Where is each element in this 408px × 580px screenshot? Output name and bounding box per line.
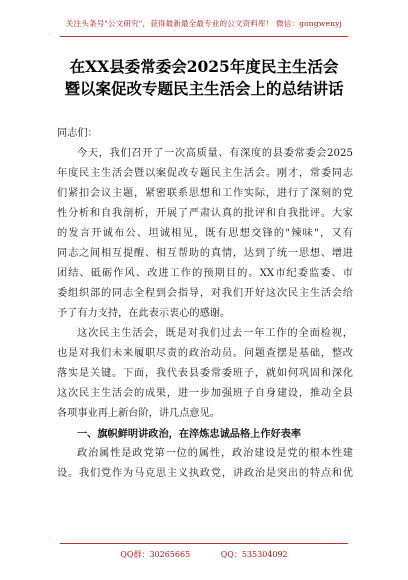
- footer-qq: QQ：535304092: [220, 550, 288, 559]
- title-line-1: 在XX县委常委会2025年度民主生活会: [69, 57, 339, 76]
- document-body: [57, 124, 353, 484]
- footer-divider: [60, 543, 348, 544]
- body-line: 同志之间相互提醒、相互帮助的真情，达到了统一思想、增进: [57, 248, 353, 259]
- body-line: 的发言开诚布公、坦诚相见，既有思想交锋的"辣味"，又有: [57, 228, 353, 239]
- title-line-2: 暨以案促改专题民主生活会上的总结讲话: [64, 79, 344, 98]
- body-line: 这次民主生活会，既是对我们过去一年工作的全面检视，: [77, 328, 353, 339]
- body-line: 委组织部的同志全程到会指导，对我们开好这次民主生活会给: [57, 288, 353, 299]
- body-line: 落实是关键。下面，我代表县委常委班子，就如何巩固和深化: [57, 368, 353, 379]
- body-line: 设。我们党作为马克思主义执政党，讲政治是突出的特点和优: [57, 468, 353, 479]
- body-line: 团结、砥砺作风、改进工作的预期目的。XX市纪委监委、市: [57, 268, 353, 279]
- section-heading: 一、旗帜鲜明讲政治，在淬炼忠诚品格上作好表率: [77, 428, 302, 440]
- body-line: 年度民主生活会暨以案促改专题民主生活会。刚才，常委同志: [57, 168, 353, 179]
- body-line: 性分析和自我剖析，开展了严肃认真的批评和自我批评。大家: [57, 208, 353, 219]
- document-title: [20, 56, 388, 100]
- body-line: 政治属性是政党第一位的属性，政治建设是党的根本性建: [77, 448, 353, 459]
- body-line: 也是对我们未来履职尽责的政治动员。问题查摆是基础，整改: [57, 348, 353, 359]
- header-divider: [60, 36, 348, 37]
- body-line: 予了有力支持，在此表示衷心的感谢。: [57, 308, 231, 319]
- body-line: 们紧扣会议主题，紧密联系思想和工作实际，进行了深刻的党: [57, 188, 353, 199]
- body-line: 这次民主生活会的成果，进一步加强班子自身建设，推动全县: [57, 388, 353, 399]
- salutation: 同志们：: [57, 128, 98, 139]
- footer-contact: [0, 549, 408, 560]
- body-line: 今天，我们召开了一次高质量、有深度的县委常委会2025: [77, 148, 353, 159]
- header-promo-note: 关注头条号"公文研究"，获得最新最全最专业的公文资料库！ 微信：gongwenyj: [65, 19, 343, 28]
- footer-qq-group: QQ群：30265665: [120, 550, 191, 559]
- body-line: 各项事业再上新台阶，讲几点意见。: [57, 408, 220, 419]
